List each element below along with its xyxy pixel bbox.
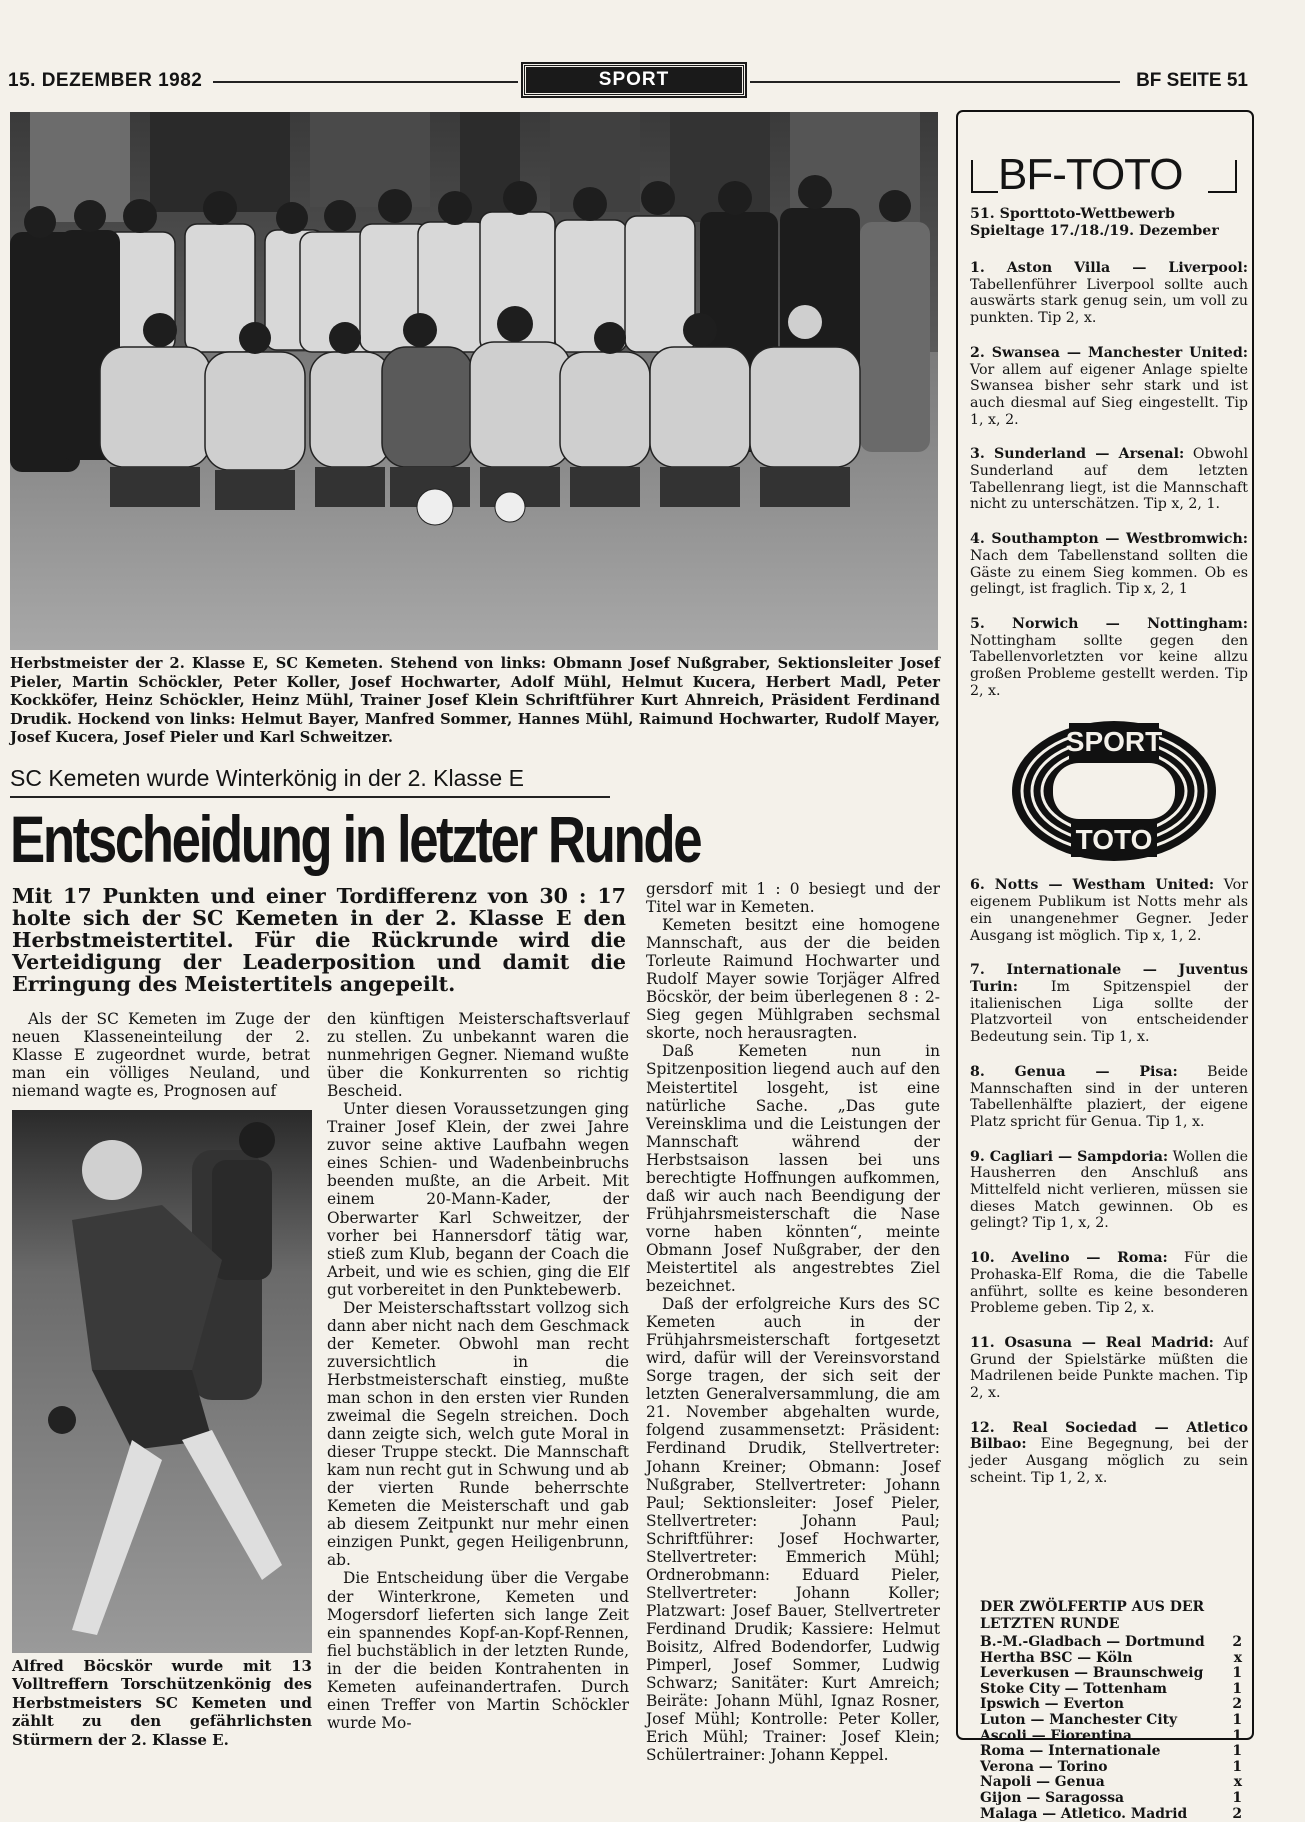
paragraph: Kemeten besitzt eine homogene Mannschaft, aus der die beiden Torleute Raimund Hochwarter und Rudolf Mayer sowie Torjäger Alfred Böcskör, der beim überlegenen 8 : 2-Sieg gegen Mühlgraben sechsmal skorte, noch herausragten. (646, 916, 940, 1043)
player-photo-caption: Alfred Böcskör wurde mit 13 Volltreffern Torschützenkönig des Herbstmeisters SC Kemeten und zählt zu den gefährlichsten Stürmern der 2. Klasse E. (12, 1657, 312, 1749)
paragraph: den künftigen Meisterschaftsverlauf zu stellen. Zu unbekannt waren die nunmehrigen Gegner. Niemand wußte über die Konkurrenten so richtig Bescheid. (327, 1010, 629, 1101)
article-column-1 (12, 1010, 310, 1100)
team-photo (10, 112, 938, 650)
article-lead: Mit 17 Punkten und einer Tordifferenz von 30 : 17 holte sich der SC Kemeten in der 2. Klasse E den Herbstmeistertitel. Für die Rückrunde wird die Verteidigung der Leaderposition und damit die Erringung des Meistertitels angepeilt. (12, 884, 626, 996)
toto-tip-5: 5. Norwich — Nottingham: Nottingham sollte gegen den Tabellenvorletzten vor keine allzu großen Probleme gestellt werden. Tip 2, x. (970, 615, 1248, 699)
zwoelfertip-list (980, 1635, 1242, 1822)
toto-tip-12: 12. Real Sociedad — Atletico Bilbao: Eine Begegnung, bei der jeder Ausgang möglich zu sein scheint. Tip 1, 2, x. (970, 1419, 1248, 1486)
paragraph: Der Meisterschaftsstart vollzog sich dann aber nicht nach dem Geschmack der Kemeter. Obwohl man recht zuversichtlich in die Herbstmeisterschaft einstieg, mußte man schon in den ersten vier Runden zweimal die Segeln streichen. Doch dann zeigte sich, welch gute Moral in dieser Truppe steckt. Die Mannschaft kam nun recht gut in Schwung und ab der vierten Runde beherrschte Kemeten die Meisterschaft und gab ab diesem Zeitpunkt nur mehr einen einzigen Punkt, gegen Heiligenbrunn, ab. (327, 1298, 629, 1570)
toto-tip-6: 6. Notts — Westham United: Vor eigenem Publikum ist Notts mehr als ein unangenehmer Gegner. Jeder Ausgang ist möglich. Tip x, 1, 2. (970, 877, 1248, 944)
paragraph: Daß der erfolgreiche Kurs des SC Kemeten auch in der Frühjahrsmeisterschaft fortgesetzt wird, dafür will der Vereinsvorstand Sorge tragen, der sich seit der letzten Generalversammlung, die am 21. November abgehalten wurde, folgend zusammensetzt: Präsident: Ferdinand Drudik, Stellvertreter: Johann Kreiner; Obmann: Josef Nußgraber, Stellvertreter: Johann Paul; Sektionsleiter: Josef Pieler, Stellvertreter: Johann Paul; Schriftführer: Josef Hochwarter, Stellvertreter: Emmerich Mühl; Ordnerobmann: Eduard Pieler, Stellvertreter: Johann Koller; Platzwart: Josef Bauer, Stellvertreter Ferdinand Drudik; Kassiere: Helmut Boisitz, Alfred Bodendorfer, Ludwig Pimperl, Josef Sommer, Ludwig Schwarz; Sanitäter: Kurt Amreich; Beiräte: Johann Mühl, Ignaz Rosner, Josef Mühl; Kontrolle: Peter Koller, Erich Mühl; Trainer: Josef Klein; Schülertrainer: Johann Keppel. (646, 1295, 940, 1765)
toto-title-logo (968, 146, 1240, 198)
paragraph: Als der SC Kemeten im Zuge der neuen Klasseneinteilung der 2. Klasse E zugeordnet wurde, betrat man ein völliges Neuland, und niemand wagte es, Prognosen auf (12, 1010, 310, 1101)
toto-box (956, 110, 1254, 1822)
article-column-3 (646, 880, 940, 1764)
list-item: Gijon — Saragossa 1 (980, 1789, 1242, 1806)
toto-tip-1: 1. Aston Villa — Liverpool: Tabellenführer Liverpool sollte auch auswärts stark genug sein, um voll zu punkten. Tip 2, x. (970, 260, 1248, 327)
toto-tips (970, 260, 1248, 1505)
list-item: Roma — Internationale 1 (980, 1743, 1242, 1760)
article-headline: Entscheidung in letzter Runde (10, 802, 701, 876)
paragraph: Die Entscheidung über die Vergabe der Winterkrone, Kemeten und Mogersdorf lieferten sich lange Zeit ein spannendes Kopf-an-Kopf-Rennen, fiel buchstäblich in der letzten Runde, in der die beiden Kontrahenten in Kemeten aufeinandertrafen. Durch einen Treffer von Martin Schöckler wurde Mo- (327, 1569, 629, 1732)
logo-text-bottom: TOTO (1075, 824, 1153, 856)
list-item: Napoli — Genua x (980, 1774, 1242, 1791)
header-rule-left (213, 81, 518, 83)
article-column-2 (327, 1010, 629, 1732)
issue-date: 15. DEZEMBER 1982 (8, 70, 203, 91)
list-item: Leverkusen — Braunschweig 1 (980, 1665, 1242, 1682)
paragraph: Unter diesen Voraussetzungen ging Trainer Josef Klein, der zwei Jahre zuvor seine aktive Laufbahn wegen eines Schien- und Wadenbeinbruchs beenden mußte, an die Arbeit. Mit einem 20-Mann-Kader, der Oberwarter Karl Schweitzer, der vorher bei Hannersdorf tätig war, stieß zum Klub, begann der Coach die Arbeit, und wie es schien, ging die Elf gut vorbereitet in den Punktebewerb. (327, 1100, 629, 1299)
section-label: SPORT (523, 64, 745, 96)
toto-tip-2: 2. Swansea — Manchester United: Vor allem auf eigener Anlage spielte Swansea bisher sehr stark und ist auch diesmal auf Sieg eingestellt. Tip 1, x, 2. (970, 344, 1248, 428)
toto-tip-11: 11. Osasuna — Real Madrid: Auf Grund der Spielstärke müßten die Madrilenen beide Punkte machen. Tip 2, x. (970, 1334, 1248, 1402)
toto-tip-3: 3. Sunderland — Arsenal: Obwohl Sunderland auf dem letzten Tabellenrang liegt, ist die Mannschaft nicht zu unterschätzen. Tip x, 2, 1. (970, 446, 1248, 513)
list-item: Ascoli — Fiorentina 1 (980, 1727, 1242, 1744)
toto-subtitle: 51. Sporttoto-Wettbewerb Spieltage 17./18./19. Dezember (970, 206, 1219, 239)
paragraph: gersdorf mit 1 : 0 besiegt und der Titel war in Kemeten. (646, 880, 940, 917)
list-item: Stoke City — Tottenham 1 (980, 1680, 1242, 1697)
zwoelfertip-heading: DER ZWÖLFERTIP AUS DER LETZTEN RUNDE (980, 1599, 1205, 1632)
article-kicker: SC Kemeten wurde Winterkönig in der 2. Klasse E (10, 765, 524, 791)
logo-text-top: SPORT (1065, 726, 1163, 758)
list-item: Ipswich — Everton 2 (980, 1696, 1242, 1713)
team-photo-caption: Herbstmeister der 2. Klasse E, SC Kemeten. Stehend von links: Obmann Josef Nußgraber, Sektionsleiter Josef Pieler, Martin Schöckler, Peter Koller, Josef Hochwarter, Adolf Mühl, Helmut Kucera, Herbert Madl, Peter Kockköfer, Heinz Schöckler, Heinz Mühl, Trainer Josef Klein Schriftführer Kurt Ahnreich, Präsident Ferdinand Drudik. Hockend von links: Helmut Bayer, Manfred Sommer, Hannes Mühl, Raimund Hochwarter, Rudolf Mayer, Josef Kucera, Josef Pieler und Karl Schweitzer. (10, 655, 940, 747)
toto-tip-10: 10. Avelino — Roma: Für die Prohaska-Elf Roma, die die Tabelle anführt, sollte es keine besonderen Probleme geben. Tip 2, x. (970, 1250, 1248, 1317)
list-item: Hertha BSC — Köln x (980, 1649, 1242, 1666)
toto-tip-8: 8. Genua — Pisa: Beide Mannschaften sind in der unteren Tabellenhälfte plaziert, der eigene Platz spricht für Genua. Tip 1, x. (970, 1063, 1248, 1130)
toto-tip-7: 7. Internationale — Juventus Turin: Im Spitzenspiel der italienischen Liga sollte der Platzvorteil von entscheidender Bedeutung sein. Tip 1, x. (970, 962, 1248, 1046)
kicker-rule (10, 796, 610, 798)
paragraph: Daß Kemeten nun in Spitzenposition liegend auch auf den Meistertitel losgeht, ist eine natürliche Sache. „Das gute Vereinsklima und die Leistungen der Mannschaft während der Herbstsaison lassen bei uns berechtigte Hoffnungen aufkommen, daß wir auch nach Beendigung der Frühjahrsmeisterschaft die Nase vorne haben könnten“, meinte Obmann Josef Nußgraber, der den Meistertitel als angestrebtes Ziel bezeichnet. (646, 1042, 940, 1296)
toto-title: BF-TOTO (998, 150, 1183, 199)
toto-tip-4: 4. Southampton — Westbromwich: Nach dem Tabellenstand sollten die Gäste zu einem Sieg kommen. Ob es gelingt, ist fraglich. Tip x, 2, 1 (970, 531, 1248, 598)
player-photo (12, 1110, 312, 1653)
page-number: BF SEITE 51 (1136, 70, 1248, 91)
list-item: Malaga — Atletico. Madrid 2 (980, 1805, 1242, 1822)
list-item: Luton — Manchester City 1 (980, 1711, 1242, 1728)
page-header (8, 64, 1248, 98)
list-item: B.-M.-Gladbach — Dortmund 2 (980, 1634, 1242, 1650)
list-item: Verona — Torino 1 (980, 1758, 1242, 1775)
header-rule-right (750, 81, 1120, 83)
sport-toto-logo (970, 717, 1248, 877)
toto-tip-9: 9. Cagliari — Sampdoria: Wollen die Hausherren den Anschluß ans Mittelfeld nicht verlieren, müssen sie dieses Match gewinnen. Ob es gelingt? Tip 1, x, 2. (970, 1148, 1248, 1232)
